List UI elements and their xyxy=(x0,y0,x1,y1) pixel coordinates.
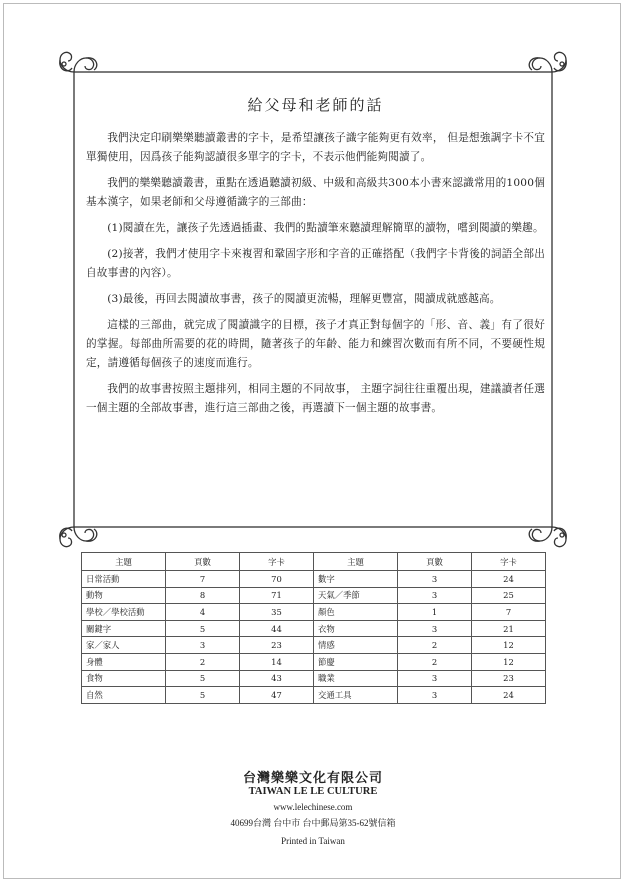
pages-cell: 3 xyxy=(398,571,472,588)
pages-cell: 3 xyxy=(398,670,472,687)
cards-cell: 23 xyxy=(472,670,546,687)
publisher-website: www.lelechinese.com xyxy=(273,802,353,812)
theme-cell: 情感 xyxy=(314,637,398,654)
header-cards: 字卡 xyxy=(240,553,314,571)
pages-cell: 4 xyxy=(166,604,240,621)
header-pages: 頁數 xyxy=(166,553,240,571)
table-row xyxy=(82,687,546,704)
cards-cell: 71 xyxy=(240,587,314,604)
theme-cell: 自然 xyxy=(82,687,166,704)
theme-cell: 節慶 xyxy=(314,653,398,670)
cards-cell: 24 xyxy=(472,687,546,704)
theme-table xyxy=(81,552,546,704)
theme-cell: 家／家人 xyxy=(82,637,166,654)
letter-paragraph: 這樣的三部曲，就完成了閱讀識字的目標，孩子才真正對每個字的「形、音、義」有了很好的掌握。每部曲所需要的花的時間，隨著孩子的年齡、能力和練習次數而有所不同，不要硬性規定，請遵循每個孩子的速度而進行。 xyxy=(86,319,545,369)
letter-paragraph: 我們決定印刷樂樂聽讀叢書的字卡，是希望讓孩子識字能夠更有效率， 但是想強調字卡不宜單獨使用，因爲孩子能夠認讀很多單字的字卡，不表示他們能夠閱讀了。 xyxy=(86,132,545,163)
theme-cell: 學校／學校活動 xyxy=(82,604,166,621)
table-row xyxy=(82,637,546,654)
pages-cell: 2 xyxy=(398,653,472,670)
letter-paragraph: (3)最後，再回去閱讀故事書，孩子的閱讀更流暢，理解更豐富，閱讀成就感越高。 xyxy=(107,293,501,305)
pages-cell: 7 xyxy=(166,571,240,588)
letter-paragraph: (2)接著，我們才使用字卡來複習和鞏固字形和字音的正確搭配（我們字卡背後的詞語全部出自故事書的內容）。 xyxy=(86,248,545,279)
cards-cell: 21 xyxy=(472,620,546,637)
letter-paragraph: (1)閱讀在先，讓孩子先透過插畫、我們的點讀筆來聽讀理解簡單的讀物，嚐到閱讀的樂趣。 xyxy=(107,222,544,234)
cards-cell: 43 xyxy=(240,670,314,687)
cards-cell: 25 xyxy=(472,587,546,604)
cards-cell: 14 xyxy=(240,653,314,670)
table-row xyxy=(82,620,546,637)
header-theme: 主題 xyxy=(314,553,398,571)
cards-cell: 35 xyxy=(240,604,314,621)
theme-cell: 衣物 xyxy=(314,620,398,637)
printed-in-note: Printed in Taiwan xyxy=(281,836,345,846)
table-header-row xyxy=(82,553,546,571)
table-row xyxy=(82,604,546,621)
cards-cell: 44 xyxy=(240,620,314,637)
cards-cell: 12 xyxy=(472,637,546,654)
theme-cell: 顏色 xyxy=(314,604,398,621)
cards-cell: 23 xyxy=(240,637,314,654)
letter-paragraph: 我們的故事書按照主題排列，相同主題的不同故事， 主題字詞往往重覆出現，建議讀者任選一個主題的全部故事書，進行這三部曲之後，再選讀下一個主題的故事書。 xyxy=(86,383,545,414)
table-row xyxy=(82,587,546,604)
publisher-address: 40699台灣 台中市 台中郵局第35-62號信箱 xyxy=(230,818,396,828)
table-row xyxy=(82,670,546,687)
pages-cell: 3 xyxy=(398,587,472,604)
letter-paragraph: 我們的樂樂聽讀叢書，重點在透過聽讀初級、中級和高級共300本小書來認識常用的1000個基本漢字，如果老師和父母遵循識字的三部曲： xyxy=(86,177,545,208)
theme-cell: 數字 xyxy=(314,571,398,588)
publisher-name-en: TAIWAN LE LE CULTURE xyxy=(248,786,378,797)
pages-cell: 1 xyxy=(398,604,472,621)
letter-section xyxy=(86,96,545,425)
pages-cell: 5 xyxy=(166,620,240,637)
theme-cell: 職業 xyxy=(314,670,398,687)
pages-cell: 3 xyxy=(398,620,472,637)
cards-cell: 7 xyxy=(472,604,546,621)
header-cards: 字卡 xyxy=(472,553,546,571)
table-row xyxy=(82,571,546,588)
table-row xyxy=(82,653,546,670)
letter-title: 給父母和老師的話 xyxy=(247,96,384,114)
theme-cell: 天氣／季節 xyxy=(314,587,398,604)
header-pages: 頁數 xyxy=(398,553,472,571)
pages-cell: 3 xyxy=(166,637,240,654)
header-theme: 主題 xyxy=(82,553,166,571)
theme-cell: 動物 xyxy=(82,587,166,604)
pages-cell: 8 xyxy=(166,587,240,604)
pages-cell: 5 xyxy=(166,687,240,704)
cards-cell: 24 xyxy=(472,571,546,588)
theme-cell: 日常活動 xyxy=(82,571,166,588)
cards-cell: 47 xyxy=(240,687,314,704)
pages-cell: 5 xyxy=(166,670,240,687)
pages-cell: 2 xyxy=(398,637,472,654)
cards-cell: 70 xyxy=(240,571,314,588)
publisher-name-cn: 台灣樂樂文化有限公司 xyxy=(242,771,383,786)
cards-cell: 12 xyxy=(472,653,546,670)
pages-cell: 2 xyxy=(166,653,240,670)
theme-cell: 關鍵字 xyxy=(82,620,166,637)
theme-cell: 食物 xyxy=(82,670,166,687)
theme-cell: 身體 xyxy=(82,653,166,670)
theme-cell: 交通工具 xyxy=(314,687,398,704)
pages-cell: 3 xyxy=(398,687,472,704)
